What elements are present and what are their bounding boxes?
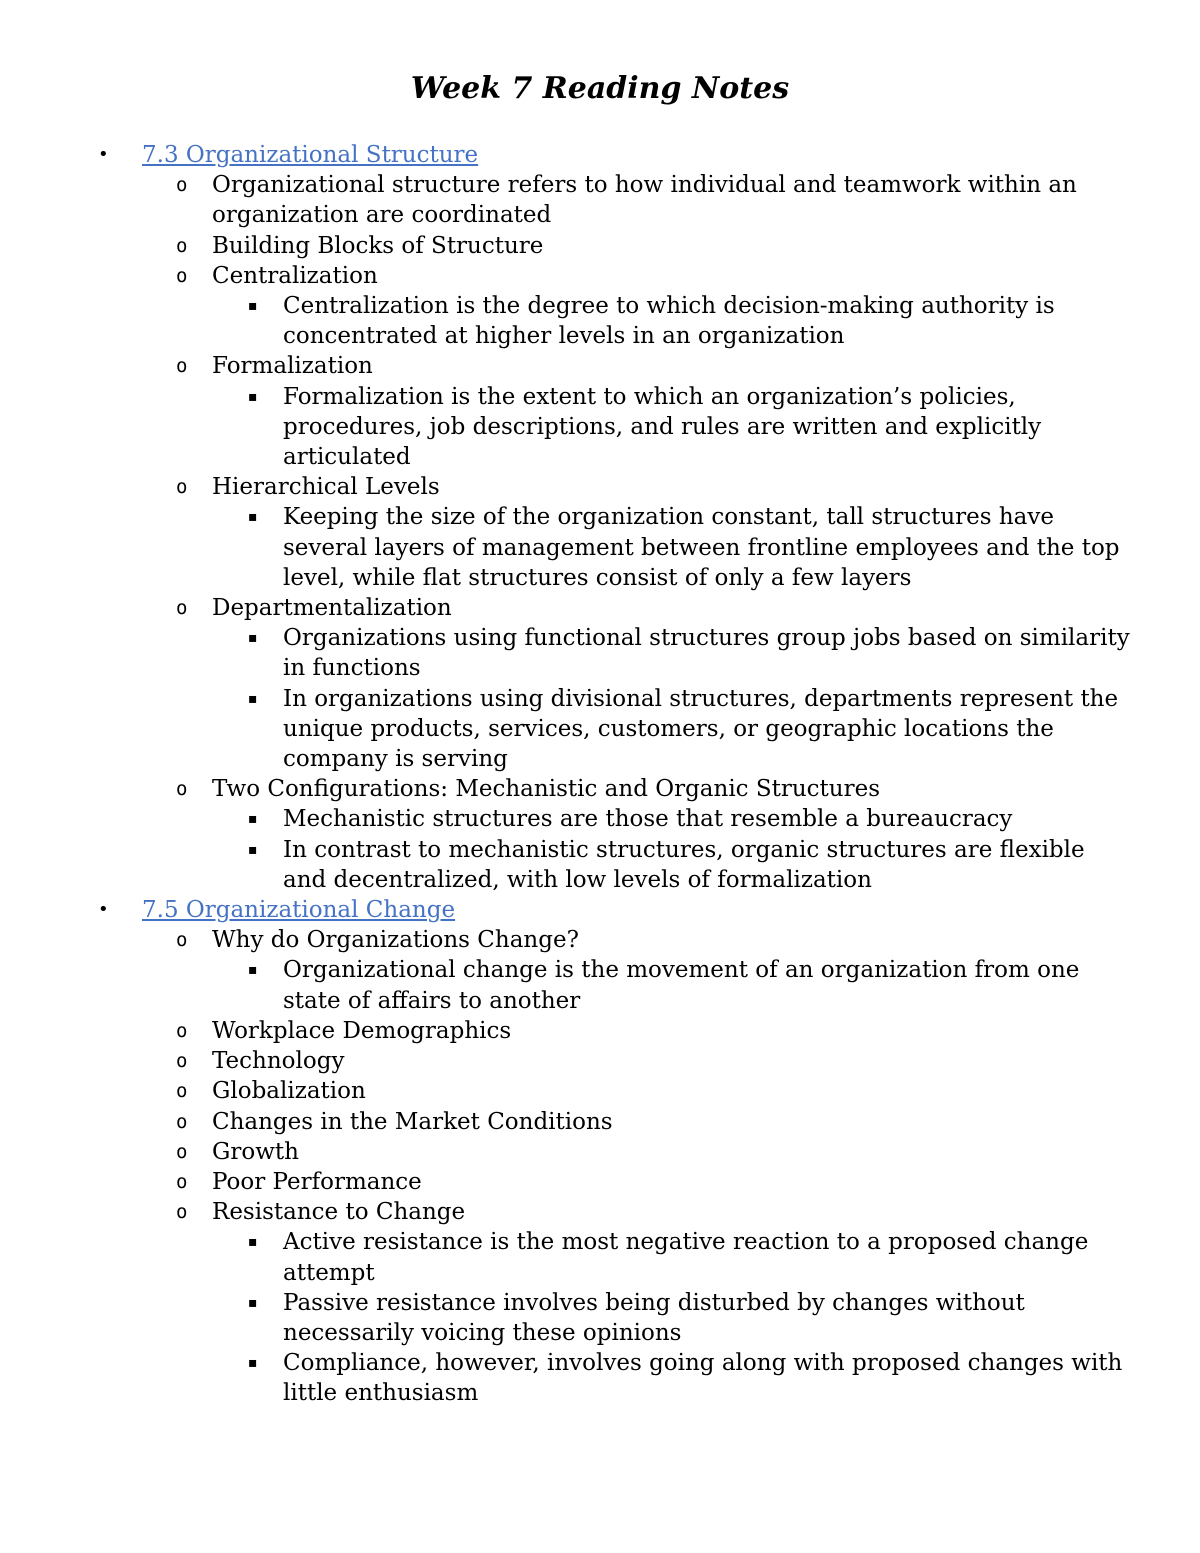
outline-subitem <box>0 1227 1200 1287</box>
outline-item <box>0 472 1200 502</box>
section-heading-item <box>0 895 1200 925</box>
outline-subitem-text: Mechanistic structures are those that resemble a bureaucracy <box>283 806 1013 833</box>
circle-marker: o <box>176 234 188 257</box>
outline-subitem <box>0 835 1200 895</box>
outline-item-text: Growth <box>212 1138 299 1165</box>
square-marker: ▪ <box>248 298 258 315</box>
outline-subitem-text: Compliance, however, involves going along with proposed changes with little enthusiasm <box>283 1350 1123 1407</box>
circle-marker: o <box>176 1110 188 1133</box>
circle-marker: o <box>176 778 188 801</box>
outline-subitem-text: Active resistance is the most negative reaction to a proposed change attempt <box>283 1229 1089 1286</box>
outline-item <box>0 261 1200 291</box>
outline-subitem <box>0 804 1200 834</box>
outline-subitem <box>0 1348 1200 1408</box>
outline-item-text: Workplace Demographics <box>212 1017 512 1044</box>
outline-subitem-text: Organizations using functional structures group jobs based on similarity in functions <box>283 625 1130 682</box>
circle-marker: o <box>176 1140 188 1163</box>
outline-subitem-text: Formalization is the extent to which an organization’s policies, procedures, job descriptions, and rules are written and explicitly articulated <box>283 383 1042 471</box>
outline-item-text: Poor Performance <box>212 1168 422 1195</box>
outline-item <box>0 1046 1200 1076</box>
square-marker: ▪ <box>248 388 258 405</box>
outline-item <box>0 1137 1200 1167</box>
notes-outline <box>0 140 1200 1409</box>
outline-subitem <box>0 291 1200 351</box>
square-marker: ▪ <box>248 811 258 828</box>
circle-marker: o <box>176 1201 188 1224</box>
outline-item-text: Hierarchical Levels <box>212 474 440 501</box>
outline-item <box>0 774 1200 804</box>
outline-item <box>0 351 1200 381</box>
circle-marker: o <box>176 476 188 499</box>
outline-item-text: Changes in the Market Conditions <box>212 1108 613 1135</box>
circle-marker: o <box>176 1050 188 1073</box>
outline-subitem-text: Centralization is the degree to which decision-making authority is concentrated at higher levels in an organization <box>283 293 1055 350</box>
section-heading-link[interactable]: 7.3 Organizational Structure <box>142 142 479 168</box>
outline-subitem-text: Passive resistance involves being disturbed by changes without necessarily voicing these opinions <box>283 1289 1025 1346</box>
square-marker: ▪ <box>248 841 258 858</box>
circle-marker: o <box>176 1080 188 1103</box>
circle-marker: o <box>176 1170 188 1193</box>
outline-subitem-text: In contrast to mechanistic structures, organic structures are flexible and decentralized, with low levels of formalization <box>283 836 1085 893</box>
outline-item-text: Technology <box>212 1048 345 1075</box>
outline-item-text: Centralization <box>212 262 378 289</box>
section-heading-link[interactable]: 7.5 Organizational Change <box>142 897 456 924</box>
outline-item <box>0 231 1200 261</box>
circle-marker: o <box>176 929 188 952</box>
page-title: Week 7 Reading Notes <box>410 71 790 106</box>
outline-subitem <box>0 684 1200 775</box>
outline-item-text: Why do Organizations Change? <box>212 927 579 954</box>
outline-item <box>0 170 1200 230</box>
outline-item-text: Building Blocks of Structure <box>212 232 544 259</box>
outline-item-text: Two Configurations: Mechanistic and Organic Structures <box>212 776 881 803</box>
outline-item <box>0 925 1200 955</box>
outline-subitem <box>0 623 1200 683</box>
circle-marker: o <box>176 264 188 287</box>
outline-item <box>0 1197 1200 1227</box>
outline-item-text: Formalization <box>212 353 373 380</box>
outline-item <box>0 1016 1200 1046</box>
outline-subitem <box>0 382 1200 473</box>
outline-item-text: Globalization <box>212 1078 366 1105</box>
outline-item-text: Resistance to Change <box>212 1199 466 1226</box>
outline-subitem <box>0 955 1200 1015</box>
outline-item <box>0 593 1200 623</box>
outline-item-text: Departmentalization <box>212 595 452 622</box>
bullet-marker: • <box>98 899 109 921</box>
outline-item <box>0 1076 1200 1106</box>
square-marker: ▪ <box>248 1234 258 1251</box>
outline-subitem <box>0 502 1200 593</box>
outline-item <box>0 1167 1200 1197</box>
circle-marker: o <box>176 597 188 620</box>
circle-marker: o <box>176 174 188 197</box>
circle-marker: o <box>176 1019 188 1042</box>
square-marker: ▪ <box>248 1294 258 1311</box>
bullet-marker: • <box>98 144 109 165</box>
square-marker: ▪ <box>248 1355 258 1372</box>
circle-marker: o <box>176 355 188 378</box>
outline-subitem-text: In organizations using divisional structures, departments represent the unique products, services, customers, or geographic locations the company is serving <box>283 685 1119 773</box>
outline-subitem-text: Keeping the size of the organization constant, tall structures have several layers of management between frontline employees and the top level, while flat structures consist of only a few layers <box>283 504 1120 591</box>
square-marker: ▪ <box>248 630 258 647</box>
outline-subitem <box>0 1288 1200 1348</box>
section-heading-item <box>0 140 1200 170</box>
outline-subitem-text: Organizational change is the movement of an organization from one state of affairs to another <box>283 957 1080 1014</box>
outline-item <box>0 1107 1200 1137</box>
outline-item-text: Organizational structure refers to how individual and teamwork within an organization are coordinated <box>212 172 1077 229</box>
square-marker: ▪ <box>248 690 258 707</box>
square-marker: ▪ <box>248 509 258 526</box>
square-marker: ▪ <box>248 962 258 979</box>
